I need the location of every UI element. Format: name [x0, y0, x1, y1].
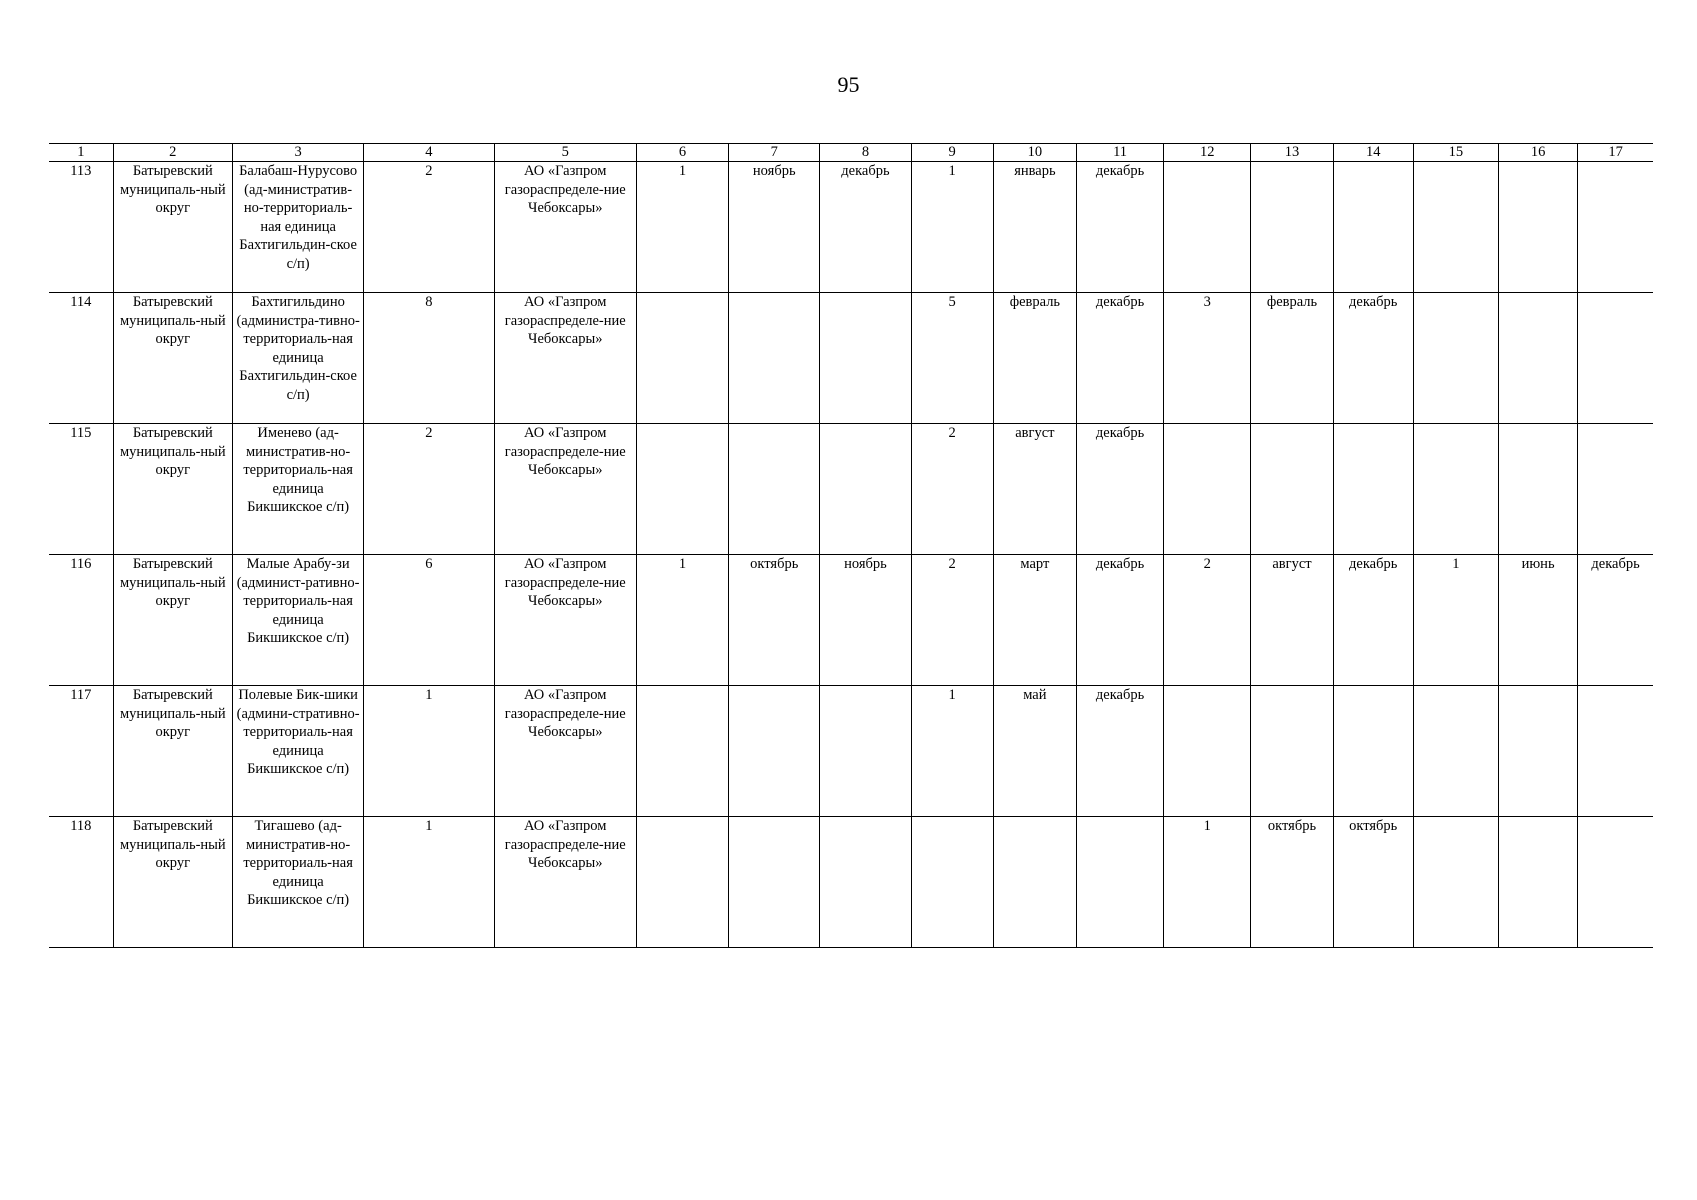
table-cell: май — [993, 686, 1076, 817]
table-cell — [1164, 424, 1251, 555]
operator-cell: АО «Газпром газораспределе-ние Чебоксары» — [494, 686, 636, 817]
table-cell: декабрь — [1076, 293, 1163, 424]
operator-cell: АО «Газпром газораспределе-ние Чебоксары» — [494, 293, 636, 424]
table-cell — [1578, 686, 1653, 817]
column-header: 7 — [729, 144, 820, 162]
column-number-header-row — [49, 144, 1653, 162]
column-header: 4 — [364, 144, 494, 162]
operator-cell: АО «Газпром газораспределе-ние Чебоксары» — [494, 162, 636, 293]
count-cell: 6 — [364, 555, 494, 686]
table-cell: ноябрь — [820, 555, 911, 686]
table-cell — [1413, 293, 1498, 424]
table-cell — [1498, 424, 1577, 555]
operator-cell: АО «Газпром газораспределе-ние Чебоксары» — [494, 817, 636, 948]
table-cell — [729, 293, 820, 424]
table-row — [49, 686, 1653, 817]
settlement-cell: Тигашево (ад-министратив-но-территориаль-ная единица Бикшикское с/п) — [232, 817, 363, 948]
table-cell — [1251, 424, 1333, 555]
column-header: 6 — [636, 144, 728, 162]
table-cell — [1578, 293, 1653, 424]
table-cell — [1413, 817, 1498, 948]
table-cell: февраль — [993, 293, 1076, 424]
table-cell: ноябрь — [729, 162, 820, 293]
table-cell — [1498, 162, 1577, 293]
table-cell — [1164, 162, 1251, 293]
column-header: 14 — [1333, 144, 1413, 162]
settlement-cell: Бахтигильдино (администра-тивно-территориаль-ная единица Бахтигильдин-ское с/п) — [232, 293, 363, 424]
table-cell — [820, 817, 911, 948]
table-cell: декабрь — [1333, 293, 1413, 424]
table-cell: октябрь — [729, 555, 820, 686]
column-header: 16 — [1498, 144, 1577, 162]
table-cell: октябрь — [1251, 817, 1333, 948]
row-number-cell: 115 — [49, 424, 113, 555]
operator-cell: АО «Газпром газораспределе-ние Чебоксары» — [494, 555, 636, 686]
operator-cell: АО «Газпром газораспределе-ние Чебоксары» — [494, 424, 636, 555]
district-cell: Батыревский муниципаль-ный округ — [113, 293, 232, 424]
district-cell: Батыревский муниципаль-ный округ — [113, 817, 232, 948]
table-cell: декабрь — [820, 162, 911, 293]
table-cell: август — [993, 424, 1076, 555]
table-cell: декабрь — [1578, 555, 1653, 686]
table-cell: 2 — [911, 555, 993, 686]
table-cell — [729, 424, 820, 555]
district-cell: Батыревский муниципаль-ный округ — [113, 555, 232, 686]
column-header: 8 — [820, 144, 911, 162]
count-cell: 2 — [364, 162, 494, 293]
district-cell: Батыревский муниципаль-ный округ — [113, 162, 232, 293]
table-cell — [636, 424, 728, 555]
table-cell: декабрь — [1076, 424, 1163, 555]
table-cell — [1076, 817, 1163, 948]
settlement-cell: Малые Арабу-зи (админист-ративно-территориаль-ная единица Бикшикское с/п) — [232, 555, 363, 686]
table-cell: март — [993, 555, 1076, 686]
table-cell: 1 — [636, 555, 728, 686]
table-cell — [911, 817, 993, 948]
table-cell — [1578, 162, 1653, 293]
count-cell: 1 — [364, 686, 494, 817]
table-cell: январь — [993, 162, 1076, 293]
table-cell — [636, 817, 728, 948]
table-cell — [1413, 686, 1498, 817]
table-cell — [1498, 686, 1577, 817]
table-cell — [1578, 424, 1653, 555]
table-cell: декабрь — [1076, 555, 1163, 686]
district-cell: Батыревский муниципаль-ный округ — [113, 424, 232, 555]
table-cell — [1413, 162, 1498, 293]
table-cell — [1164, 686, 1251, 817]
table-row — [49, 555, 1653, 686]
column-header: 3 — [232, 144, 363, 162]
row-number-cell: 113 — [49, 162, 113, 293]
column-header: 1 — [49, 144, 113, 162]
table-cell: 1 — [1164, 817, 1251, 948]
table-cell — [820, 293, 911, 424]
count-cell: 2 — [364, 424, 494, 555]
table-cell — [1498, 293, 1577, 424]
table-cell: 1 — [911, 686, 993, 817]
table-cell: 1 — [911, 162, 993, 293]
table-cell — [729, 817, 820, 948]
column-header: 12 — [1164, 144, 1251, 162]
table-cell — [636, 293, 728, 424]
table-cell — [1498, 817, 1577, 948]
row-number-cell: 114 — [49, 293, 113, 424]
table-cell: 1 — [1413, 555, 1498, 686]
table-cell: декабрь — [1333, 555, 1413, 686]
table-cell: декабрь — [1076, 162, 1163, 293]
row-number-cell: 117 — [49, 686, 113, 817]
table-cell: 3 — [1164, 293, 1251, 424]
table-cell — [1413, 424, 1498, 555]
row-number-cell: 116 — [49, 555, 113, 686]
table-cell: 1 — [636, 162, 728, 293]
district-cell: Батыревский муниципаль-ный округ — [113, 686, 232, 817]
gasification-schedule-table — [49, 143, 1653, 948]
table-cell: 2 — [1164, 555, 1251, 686]
row-number-cell: 118 — [49, 817, 113, 948]
column-header: 2 — [113, 144, 232, 162]
table-cell — [1333, 686, 1413, 817]
table-row — [49, 424, 1653, 555]
count-cell: 1 — [364, 817, 494, 948]
table-cell — [1333, 162, 1413, 293]
settlement-cell: Именево (ад-министратив-но-территориаль-ная единица Бикшикское с/п) — [232, 424, 363, 555]
table-cell: декабрь — [1076, 686, 1163, 817]
table-cell — [1333, 424, 1413, 555]
table-row — [49, 162, 1653, 293]
table-cell — [729, 686, 820, 817]
column-header: 15 — [1413, 144, 1498, 162]
table-cell — [1578, 817, 1653, 948]
settlement-cell: Полевые Бик-шики (админи-стративно-территориаль-ная единица Бикшикское с/п) — [232, 686, 363, 817]
column-header: 9 — [911, 144, 993, 162]
column-header: 11 — [1076, 144, 1163, 162]
table-cell — [993, 817, 1076, 948]
column-header: 13 — [1251, 144, 1333, 162]
table-cell: октябрь — [1333, 817, 1413, 948]
page-number: 95 — [837, 72, 860, 97]
count-cell: 8 — [364, 293, 494, 424]
column-header: 17 — [1578, 144, 1653, 162]
table-cell — [636, 686, 728, 817]
table-cell — [1251, 162, 1333, 293]
table-cell — [1251, 686, 1333, 817]
table-cell: 2 — [911, 424, 993, 555]
settlement-cell: Балабаш-Нурусово (ад-министратив-но-территориаль-ная единица Бахтигильдин-ское с/п) — [232, 162, 363, 293]
column-header: 10 — [993, 144, 1076, 162]
table-cell — [820, 424, 911, 555]
table-cell: 5 — [911, 293, 993, 424]
table-cell — [820, 686, 911, 817]
table-row — [49, 817, 1653, 948]
table-cell: июнь — [1498, 555, 1577, 686]
table-cell: август — [1251, 555, 1333, 686]
column-header: 5 — [494, 144, 636, 162]
table-cell: февраль — [1251, 293, 1333, 424]
table-row — [49, 293, 1653, 424]
